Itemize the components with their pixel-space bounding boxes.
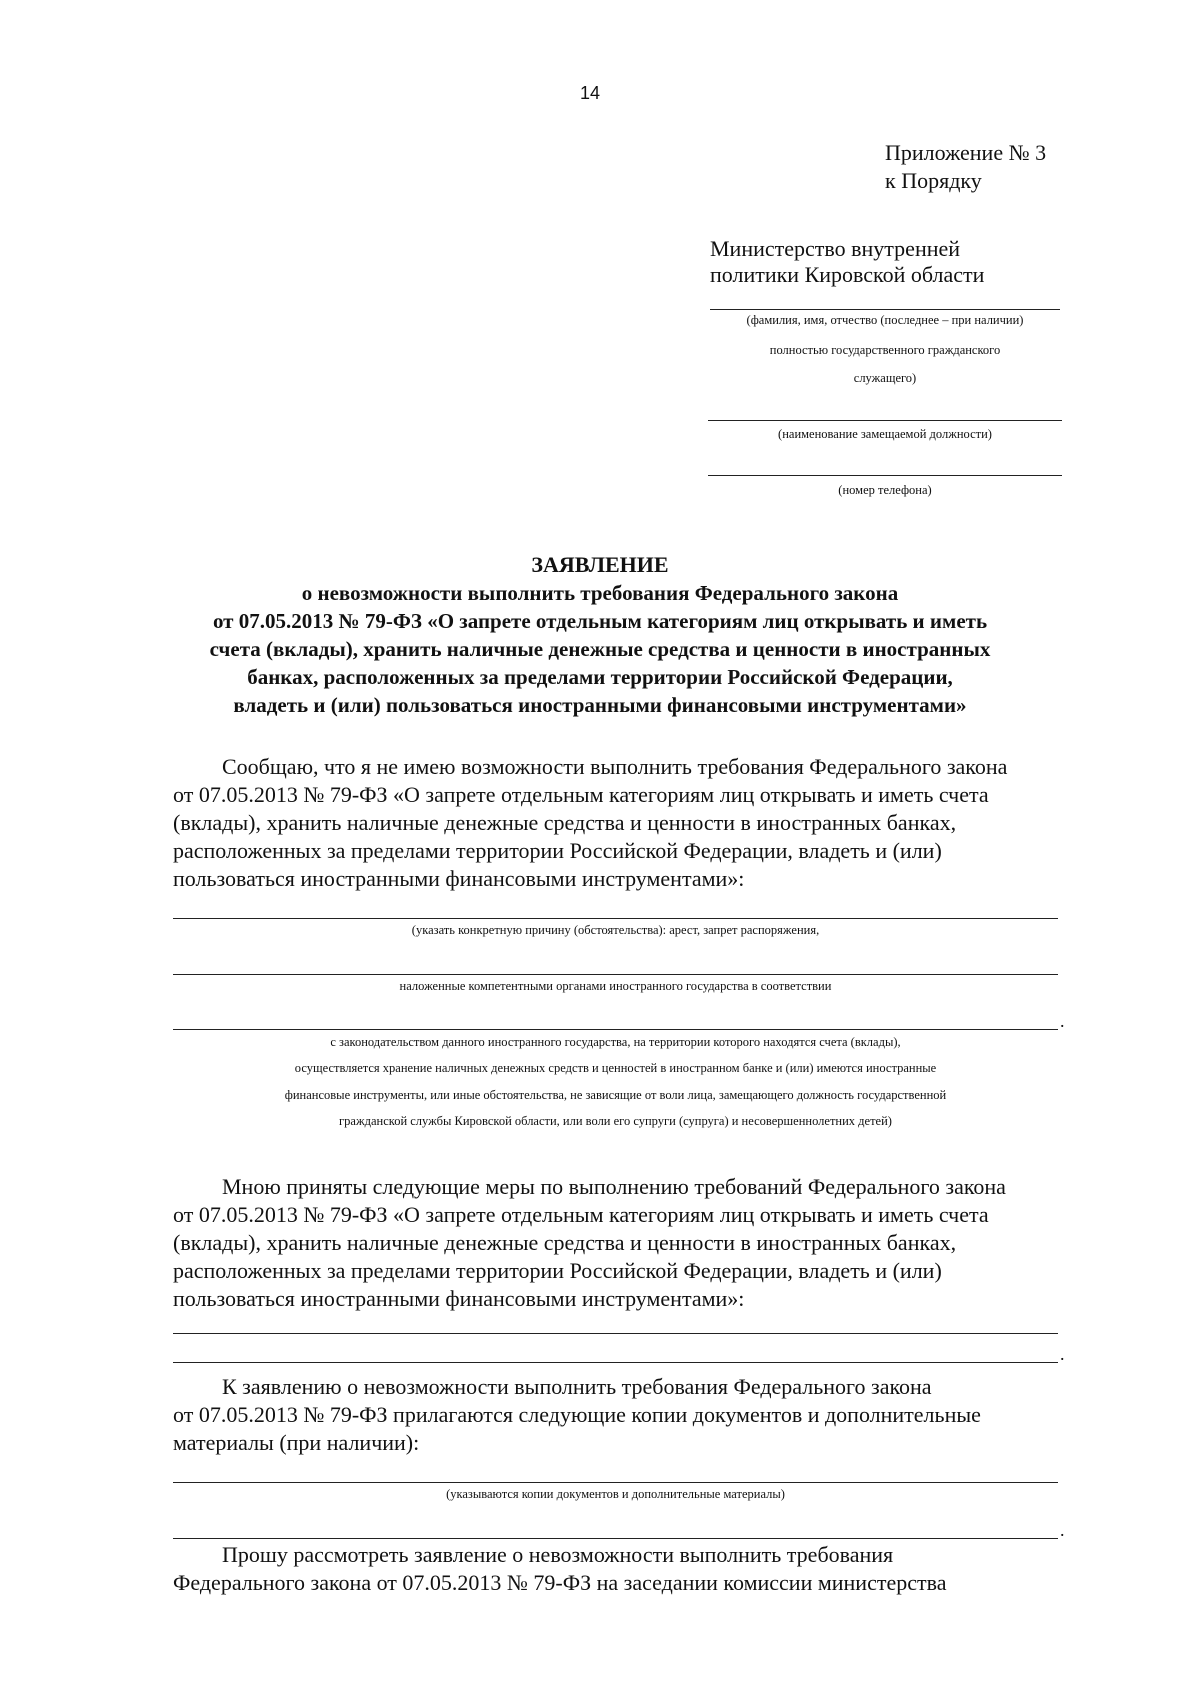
reason-line-3-period: . [1060, 1011, 1065, 1031]
statement-title-line-2: от 07.05.2013 № 79-ФЗ «О запрете отдельным категориям лиц открывать и иметь [212, 609, 988, 633]
statement-title-line-1: о невозможности выполнить требования Федерального закона [301, 581, 899, 605]
reason-caption-6: гражданской службы Кировской области, или воли его супруги (супруга) и несовершеннолетних детей) [339, 1114, 892, 1128]
reason-caption-5: финансовые инструменты, или иные обстоятельства, не зависящие от воли лица, замещающего должность государственной [284, 1088, 947, 1102]
fio-line [710, 309, 1060, 310]
statement-heading: ЗАЯВЛЕНИЕ [531, 552, 669, 577]
fio-caption-1: (фамилия, имя, отчество (последнее – при наличии) [746, 313, 1024, 327]
addressee-line-2: политики Кировской области [710, 262, 985, 287]
attachments-line-2 [173, 1538, 1058, 1539]
reason-caption-1: (указать конкретную причину (обстоятельства): арест, запрет распоряжения, [411, 923, 820, 937]
statement-title-line-5: владеть и (или) пользоваться иностранными финансовыми инструментами» [233, 693, 967, 717]
addressee-line-1: Министерство внутренней [710, 236, 961, 261]
measures-line-2 [173, 1362, 1058, 1363]
measures-line-1 [173, 1333, 1058, 1334]
attachments-caption: (указываются копии документов и дополнительные материалы) [446, 1487, 785, 1501]
page-number: 14 [579, 83, 601, 103]
paragraph-4-line-2: Федерального закона от 07.05.2013 № 79-ФЗ на заседании комиссии министерства [173, 1570, 947, 1595]
attachments-line-1 [173, 1482, 1058, 1483]
paragraph-3-line-2: от 07.05.2013 № 79-ФЗ прилагаются следующие копии документов и дополнительные [173, 1402, 981, 1427]
measures-line-2-period: . [1060, 1344, 1065, 1364]
paragraph-2-line-1: Мною приняты следующие меры по выполнению требований Федерального закона [222, 1174, 1006, 1199]
paragraph-3-line-3: материалы (при наличии): [173, 1430, 420, 1455]
statement-title-line-3: счета (вклады), хранить наличные денежные средства и ценности в иностранных [209, 637, 991, 661]
fio-caption-2: полностью государственного гражданского [769, 343, 1001, 357]
phone-caption: (номер телефона) [838, 483, 932, 497]
statement-title-line-4: банках, расположенных за пределами территории Российской Федерации, [247, 665, 953, 689]
appendix-line-2: к Порядку [885, 168, 982, 193]
reason-line-2 [173, 974, 1058, 975]
paragraph-1-line-1: Сообщаю, что я не имею возможности выполнить требования Федерального закона [222, 754, 1008, 779]
reason-caption-4: осуществляется хранение наличных денежных средств и ценностей в иностранном банке и (или) имеются иностранные [294, 1061, 937, 1075]
reason-caption-3: с законодательством данного иностранного государства, на территории которого находятся счета (вклады), [330, 1035, 901, 1049]
position-caption: (наименование замещаемой должности) [778, 427, 992, 441]
paragraph-2-line-3: (вклады), хранить наличные денежные средства и ценности в иностранных банках, [173, 1230, 957, 1255]
phone-line [708, 475, 1062, 476]
paragraph-3-line-1: К заявлению о невозможности выполнить требования Федерального закона [222, 1374, 932, 1399]
paragraph-4-line-1: Прошу рассмотреть заявление о невозможности выполнить требования [222, 1542, 894, 1567]
appendix-line-1: Приложение № 3 [885, 140, 1047, 165]
paragraph-2-line-5: пользоваться иностранными финансовыми инструментами»: [173, 1286, 745, 1311]
paragraph-1-line-5: пользоваться иностранными финансовыми инструментами»: [173, 866, 745, 891]
fio-caption-3: служащего) [853, 371, 917, 385]
position-line [708, 420, 1062, 421]
paragraph-1-line-3: (вклады), хранить наличные денежные средства и ценности в иностранных банках, [173, 810, 957, 835]
paragraph-1-line-2: от 07.05.2013 № 79-ФЗ «О запрете отдельным категориям лиц открывать и иметь счета [173, 782, 989, 807]
attachments-line-2-period: . [1060, 1520, 1065, 1540]
paragraph-2-line-4: расположенных за пределами территории Российской Федерации, владеть и (или) [173, 1258, 942, 1283]
reason-line-1 [173, 918, 1058, 919]
paragraph-2-line-2: от 07.05.2013 № 79-ФЗ «О запрете отдельным категориям лиц открывать и иметь счета [173, 1202, 989, 1227]
paragraph-1-line-4: расположенных за пределами территории Российской Федерации, владеть и (или) [173, 838, 942, 863]
reason-line-3 [173, 1029, 1058, 1030]
reason-caption-2: наложенные компетентными органами иностранного государства в соответствии [399, 979, 832, 993]
